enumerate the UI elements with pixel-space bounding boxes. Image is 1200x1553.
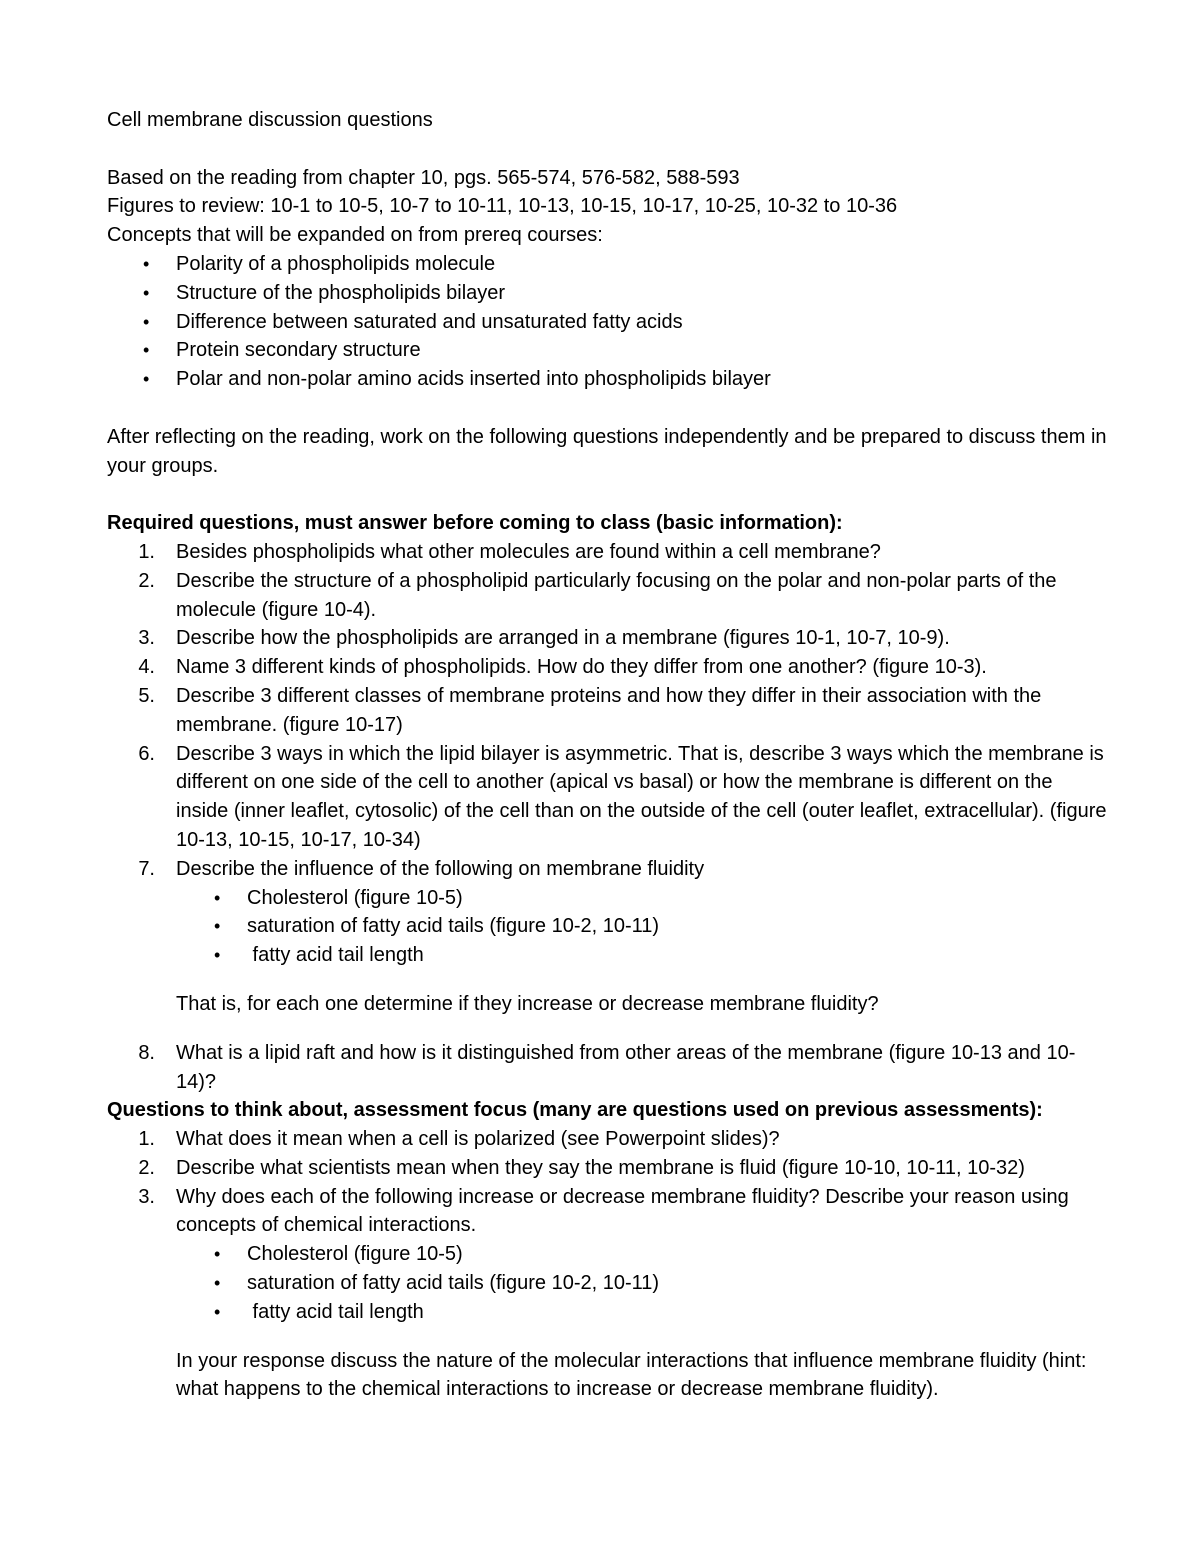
bullet-icon: • [143, 340, 150, 361]
spacer [107, 480, 1107, 509]
question-item: 3. Describe how the phospholipids are arranged in a membrane (figures 10-1, 10-7, 10-9). [107, 624, 1107, 653]
list-item: • fatty acid tail length [107, 941, 1107, 970]
question-item: 1. What does it mean when a cell is polarized (see Powerpoint slides)? [107, 1125, 1107, 1154]
q7-followup: That is, for each one determine if they increase or decrease membrane fluidity? [176, 992, 879, 1015]
question-item: 8. What is a lipid raft and how is it distinguished from other areas of the membrane (figure 10-13 and 10-14)? [107, 1039, 1107, 1097]
reading-assignment: Based on the reading from chapter 10, pgs. 565-574, 576-582, 588-593 [107, 166, 740, 189]
question-number: 7. [138, 857, 155, 880]
bullet-icon: • [214, 1301, 221, 1322]
question-item: 2. Describe what scientists mean when they say the membrane is fluid (figure 10-10, 10-11, 10-32) [107, 1154, 1107, 1183]
q7-subitems-list [107, 884, 1107, 970]
question-item: 1. Besides phospholipids what other molecules are found within a cell membrane? [107, 538, 1107, 567]
spacer [107, 394, 1107, 423]
bullet-icon: • [214, 1244, 221, 1265]
list-item: • Protein secondary structure [107, 336, 1107, 365]
question-number: 1. [138, 1128, 155, 1151]
bullet-icon: • [214, 1273, 221, 1294]
bullet-icon: • [143, 282, 150, 303]
a3-subitems-list [107, 1240, 1107, 1326]
assessment-questions-heading: Questions to think about, assessment focus (many are questions used on previous assessments): [107, 1099, 1043, 1122]
question-number: 8. [138, 1041, 155, 1064]
list-item: • fatty acid tail length [107, 1298, 1107, 1327]
list-item: • Structure of the phospholipids bilayer [107, 279, 1107, 308]
list-item: • Polar and non-polar amino acids inserted into phospholipids bilayer [107, 365, 1107, 394]
bullet-icon: • [143, 369, 150, 390]
question-number: 1. [138, 540, 155, 563]
list-item: • Cholesterol (figure 10-5) [107, 884, 1107, 913]
list-item: • Polarity of a phospholipids molecule [107, 250, 1107, 279]
bullet-icon: • [214, 916, 221, 937]
question-item: 2. Describe the structure of a phospholipid particularly focusing on the polar and non-polar parts of the molecule (figure 10-4). [107, 567, 1107, 625]
bullet-icon: • [214, 945, 221, 966]
list-item: • saturation of fatty acid tails (figure 10-2, 10-11) [107, 912, 1107, 941]
required-questions-list-continued [107, 1039, 1107, 1097]
document-page [107, 106, 1107, 1424]
question-item: 5. Describe 3 different classes of membrane proteins and how they differ in their association with the membrane. (figure 10-17) [107, 682, 1107, 740]
question-number: 2. [138, 569, 155, 592]
question-number: 3. [138, 627, 155, 650]
required-questions-list [107, 538, 1107, 884]
concepts-list [107, 250, 1107, 394]
list-item: • Cholesterol (figure 10-5) [107, 1240, 1107, 1269]
question-item: 6. Describe 3 ways in which the lipid bilayer is asymmetric. That is, describe 3 ways which the membrane is different on one side of the cell to another (apical vs basal) or how the membrane is different on the inside (inner leaflet, cytosolic) of the cell than on the outside of the cell (outer leaflet, extracellular). (figure 10-13, 10-15, 10-17, 10-34) [107, 740, 1107, 855]
list-item: • saturation of fatty acid tails (figure 10-2, 10-11) [107, 1269, 1107, 1298]
question-number: 4. [138, 656, 155, 679]
question-number: 6. [138, 742, 155, 765]
required-questions-heading: Required questions, must answer before coming to class (basic information): [107, 512, 843, 535]
question-number: 2. [138, 1156, 155, 1179]
list-item: • Difference between saturated and unsaturated fatty acids [107, 308, 1107, 337]
concepts-heading: Concepts that will be expanded on from prereq courses: [107, 224, 603, 247]
bullet-icon: • [143, 311, 150, 332]
figures-to-review: Figures to review: 10-1 to 10-5, 10-7 to 10-11, 10-13, 10-15, 10-17, 10-25, 10-32 to 10-36 [107, 195, 898, 218]
bullet-icon: • [214, 887, 221, 908]
document-title: Cell membrane discussion questions [107, 109, 433, 131]
question-item: 4. Name 3 different kinds of phospholipids. How do they differ from one another? (figure 10-3). [107, 653, 1107, 682]
question-number: 5. [138, 684, 155, 707]
spacer [107, 135, 1107, 164]
question-item: 7. Describe the influence of the following on membrane fluidity [107, 855, 1107, 884]
question-number: 3. [138, 1185, 155, 1208]
question-item: 3. Why does each of the following increase or decrease membrane fluidity? Describe your reason using concepts of chemical interactions. [107, 1183, 1107, 1241]
a3-followup: In your response discuss the nature of the molecular interactions that influence membrane fluidity (hint: what happens to the chemical interactions to increase or decrease membrane fluidity). [176, 1349, 1087, 1401]
assessment-questions-list [107, 1125, 1107, 1240]
instructions-paragraph: After reflecting on the reading, work on the following questions independently and be prepared to discuss them in your groups. [107, 425, 1107, 477]
bullet-icon: • [143, 253, 150, 274]
